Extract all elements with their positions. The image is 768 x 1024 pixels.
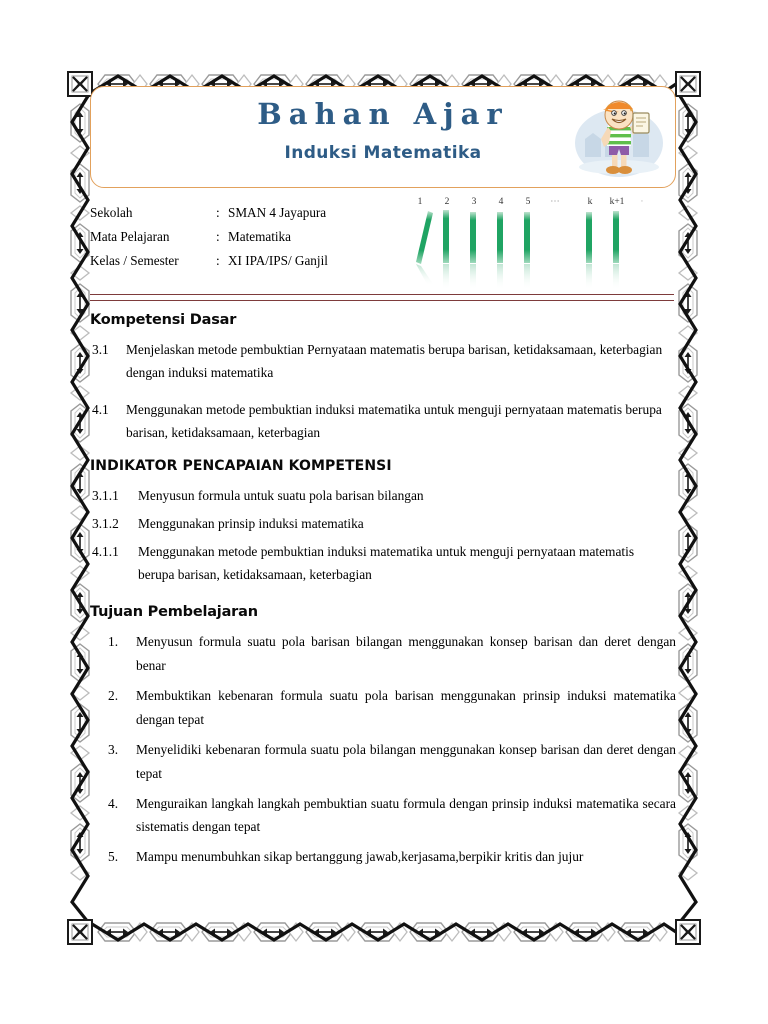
info-value-kelas-semester: XI IPA/IPS/ Ganjil	[228, 252, 328, 268]
table-row	[86, 250, 328, 274]
item-text: Mampu menumbuhkan sikap bertanggung jawab,kerjasama,berpikir kritis dan jujur	[136, 849, 584, 865]
domino-tile-1	[416, 211, 433, 286]
item-text: Menggunakan metode pembuktian induksi matematika untuk menguji pernyataan matematis berupa barisan, ketidaksamaan, keterbagian	[126, 402, 662, 441]
info-value-sekolah: SMAN 4 Jayapura	[228, 205, 327, 220]
item-number: 2.	[108, 688, 119, 704]
page-title: Bahan Ajar	[257, 97, 509, 131]
list-item	[108, 738, 676, 786]
item-text: Menguraikan langkah langkah pembuktian suatu formula dengan prinsip induksi matematika secara sistematis dengan tepat	[136, 795, 676, 835]
item-text: Menyusun formula untuk suatu pola barisan bilangan	[138, 488, 424, 504]
item-number: 4.1	[92, 402, 109, 418]
domino-tile-4	[497, 212, 503, 290]
student-mascot-icon	[571, 91, 667, 183]
domino-label-ellipsis: ⋯	[550, 197, 560, 207]
info-label-mata-pelajaran: Mata Pelajaran	[90, 228, 170, 244]
info-colon: :	[216, 228, 220, 244]
domino-tile-2	[443, 210, 449, 290]
list-item	[108, 630, 676, 678]
domino-tile-k-plus-1	[613, 211, 619, 290]
domino-tile-k	[586, 212, 592, 290]
info-value-mata-pelajaran: Matematika	[228, 228, 291, 244]
info-colon: :	[216, 205, 220, 220]
item-text: Menggunakan prinsip induksi matematika	[138, 516, 364, 532]
course-info-block	[86, 197, 684, 288]
heading-kompetensi-dasar: Kompetensi Dasar	[90, 312, 237, 328]
item-text: Menyusun formula suatu pola barisan bilangan menggunakan konsep barisan dan deret dengan benar	[136, 634, 676, 674]
domino-tile-5	[524, 212, 530, 290]
list-item	[108, 792, 676, 840]
domino-label-5: 5	[525, 197, 531, 207]
list-item	[92, 338, 670, 384]
info-label-kelas-semester: Kelas / Semester	[90, 252, 179, 268]
table-row	[86, 226, 328, 250]
item-text: Menggunakan metode pembuktian induksi matematika untuk menguji pernyataan matematis berupa barisan, ketidaksamaan, keterbagian	[138, 544, 635, 583]
domino-label-2: 2	[444, 197, 450, 207]
item-number: 3.1.1	[92, 488, 119, 504]
domino-label-4: 4	[498, 197, 504, 207]
list-item	[92, 512, 670, 535]
item-number: 4.1.1	[92, 544, 119, 560]
heading-tujuan-pembelajaran: Tujuan Pembelajaran	[90, 604, 258, 621]
domino-label-k-plus-1: k+1	[609, 197, 625, 207]
list-item	[92, 484, 670, 507]
list-item	[92, 540, 670, 586]
list-item	[108, 684, 676, 732]
domino-label-trailing: ·	[640, 197, 644, 207]
course-info-table	[86, 202, 328, 274]
domino-label-k: k	[587, 197, 593, 207]
page-subtitle: Induksi Matematika	[284, 143, 482, 163]
list-item	[92, 398, 670, 444]
item-number: 4.	[108, 795, 119, 811]
item-number: 3.1	[92, 342, 109, 357]
domino-tile-3	[470, 212, 476, 290]
table-row	[86, 202, 328, 226]
info-label-sekolah: Sekolah	[90, 205, 133, 220]
section-divider-rule	[90, 294, 674, 301]
list-item	[108, 845, 676, 869]
header-banner	[90, 86, 676, 188]
item-text: Membuktikan kebenaran formula suatu pola barisan menggunakan prinsip induksi matematika dengan tepat	[136, 688, 676, 727]
document-content	[86, 86, 684, 930]
item-number: 3.	[108, 741, 119, 757]
domino-induction-illustration	[408, 194, 656, 294]
item-number: 3.1.2	[92, 516, 119, 532]
heading-indikator-pencapaian-kompetensi: INDIKATOR PENCAPAIAN KOMPETENSI	[90, 458, 392, 475]
item-text: Menjelaskan metode pembuktian Pernyataan matematis berupa barisan, ketidaksamaan, keterbagian dengan induksi matematika	[126, 342, 663, 381]
domino-label-1: 1	[417, 197, 423, 207]
item-number: 1.	[108, 634, 119, 650]
item-text: Menyelidiki kebenaran formula suatu pola bilangan menggunakan konsep barisan dan deret dengan tepat	[136, 741, 676, 781]
info-colon: :	[216, 252, 220, 268]
item-number: 5.	[108, 849, 119, 865]
domino-label-3: 3	[471, 197, 477, 207]
